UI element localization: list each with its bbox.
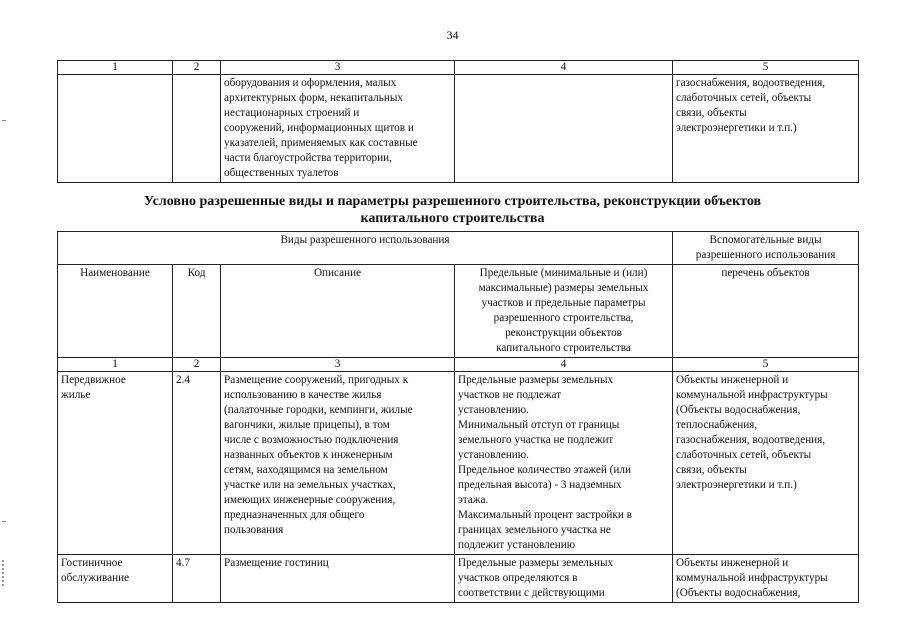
- scan-margin-mark: [2, 120, 6, 121]
- table-row: [58, 555, 859, 603]
- column-number: 5: [673, 61, 859, 75]
- column-number: 5: [673, 358, 859, 372]
- column-numbers-row: [58, 358, 859, 372]
- cell-description: оборудования и оформления, малых архитектурных форм, некапитальных нестационарных строений и сооружений, информационных щитов и указателей, применяемых как составные части благоустройства территории, общественных туалетов: [221, 75, 455, 183]
- table-row: [58, 75, 859, 183]
- column-number: 3: [221, 358, 455, 372]
- cell-code: 2.4: [173, 372, 221, 555]
- group-header-row: [58, 232, 859, 265]
- cell-code: [173, 75, 221, 183]
- table-row: [58, 372, 859, 555]
- column-number: 2: [173, 358, 221, 372]
- cell-limits: Предельные размеры земельных участков не подлежат установлению. Минимальный отступ от границы земельного участка не подлежит установлению. Предельное количество этажей (или предельная высота) - 3 надземных этажа. Максимальный процент застройки в границах земельного участка не подлежит установлению: [455, 372, 673, 555]
- top-table: [57, 60, 859, 183]
- section-title-line-1: Условно разрешенные виды и параметры разрешенного строительства, реконструкции объектов: [143, 194, 762, 209]
- column-header-row: [58, 265, 859, 358]
- cell-description: Размещение сооружений, пригодных к использованию в качестве жилья (палаточные городки, кемпинги, жилые вагончики, жилые прицепы), в том числе с возможностью подключения названных объектов к инженерным сетям, находящимся на земельном участке или на земельных участках, имеющих инженерные сооружения, предназначенных для общего пользования: [221, 372, 455, 555]
- column-header-description: Описание: [221, 265, 455, 358]
- column-number: 4: [455, 61, 673, 75]
- cell-description: Размещение гостиниц: [221, 555, 455, 603]
- scan-margin-mark: [2, 560, 4, 586]
- column-number: 3: [221, 61, 455, 75]
- cell-aux: газоснабжения, водоотведения, слаботочных сетей, объекты связи, объекты электроэнергетики и т.п.): [673, 75, 859, 183]
- aux-header: Вспомогательные виды разрешенного использования: [673, 232, 859, 265]
- section-title: [0, 193, 905, 227]
- cell-code: 4.7: [173, 555, 221, 603]
- column-header-limits: Предельные (минимальные и (или) максимальные) размеры земельных участков и предельные параметры разрешенного строительства, реконструкции объектов капитального строительства: [455, 265, 673, 358]
- column-number: 1: [58, 61, 173, 75]
- top-table-column-numbers: [58, 61, 859, 75]
- column-number: 4: [455, 358, 673, 372]
- column-header-name: Наименование: [58, 265, 173, 358]
- cell-aux: Объекты инженерной и коммунальной инфраструктуры (Объекты водоснабжения,: [673, 555, 859, 603]
- column-number: 1: [58, 358, 173, 372]
- section-title-line-2: капитального строительства: [360, 211, 545, 226]
- cell-name: Гостиничное обслуживание: [58, 555, 173, 603]
- group-header: Виды разрешенного использования: [58, 232, 673, 265]
- cell-limits: Предельные размеры земельных участков определяются в соответствии с действующими: [455, 555, 673, 603]
- column-number: 2: [173, 61, 221, 75]
- cell-name: [58, 75, 173, 183]
- column-header-aux: перечень объектов: [673, 265, 859, 358]
- column-header-code: Код: [173, 265, 221, 358]
- cell-aux: Объекты инженерной и коммунальной инфраструктуры (Объекты водоснабжения, теплоснабжения, газоснабжения, водоотведения, слаботочных сетей, объекты связи, объекты электроэнергетики и т.п.): [673, 372, 859, 555]
- page-number: 34: [446, 28, 459, 42]
- main-table: [57, 231, 859, 603]
- cell-limits: [455, 75, 673, 183]
- scan-margin-mark: [2, 521, 6, 522]
- cell-name: Передвижное жилье: [58, 372, 173, 555]
